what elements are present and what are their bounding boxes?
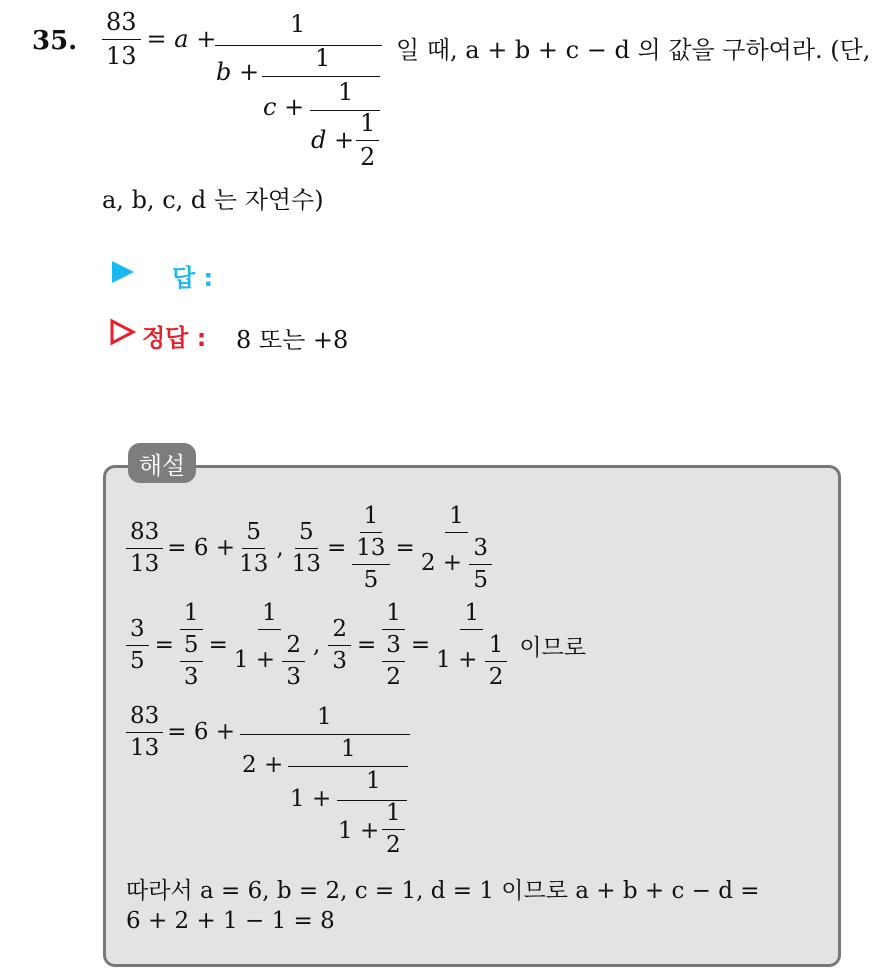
s3-bar-2 bbox=[288, 766, 408, 767]
s3-num-3: 1 bbox=[366, 768, 381, 794]
solution-line-1: $\frac{83}{13}$ = 6 + $\frac{5}{13}$ , $\frac{5}{13}$ = $\frac{1}{\frac{13}{5}}$ = 1 2 + $\frac{3}{5}$ bbox=[126, 503, 492, 593]
answer-arrow-icon bbox=[112, 261, 134, 283]
solution-line-3: $\frac{83}{13}$ = 6 + bbox=[126, 703, 239, 761]
cf-d-plus: d + bbox=[311, 126, 355, 154]
problem-number: 35. bbox=[32, 26, 78, 56]
cf-b-plus: b + bbox=[216, 58, 260, 86]
cf-numerator-2: 1 bbox=[315, 44, 331, 72]
cf-numerator-3: 1 bbox=[338, 78, 354, 106]
question-text-line2: a, b, c, d 는 자연수) bbox=[102, 186, 324, 214]
eq-a: = a + bbox=[146, 25, 217, 53]
solution-tag: 해설 bbox=[128, 443, 196, 483]
correct-answer-label: 정답 : bbox=[142, 324, 207, 352]
question-text: 일 때, a + b + c − d 의 값을 구하여라. (단, bbox=[396, 36, 871, 64]
correct-answer-value: 8 또는 +8 bbox=[236, 326, 349, 354]
cf-numerator-1: 1 bbox=[290, 10, 306, 38]
problem-equation bbox=[102, 8, 216, 70]
cf-bar-2 bbox=[262, 76, 380, 77]
solution-line-2: $\frac{3}{5}$ = $\frac{1}{\frac{5}{3}}$ = 1 1 + $\frac{2}{3}$ , $\frac{2}{3}$ = $\frac{1}{\frac{3}{2}}$ = 1 1 + $\frac{1}{2}$ 이므로 bbox=[126, 600, 586, 690]
s3-num-2: 1 bbox=[341, 736, 356, 762]
solution-conclusion: 따라서 a = 6, b = 2, c = 1, d = 1 이므로 a + b + c − d = bbox=[126, 878, 760, 904]
fraction-83-13: $\frac{83}{13}$ bbox=[102, 8, 141, 70]
s3-1-plus: 1 + bbox=[290, 786, 332, 812]
s3-num-1: 1 bbox=[317, 704, 332, 730]
s3-half: $\frac{1}{2}$ bbox=[382, 800, 405, 858]
answer-label: 답 : bbox=[172, 264, 214, 292]
cf-bar-1 bbox=[215, 45, 382, 46]
fraction-1-2: $\frac{1}{2}$ bbox=[356, 109, 379, 171]
cf-c-plus: c + bbox=[263, 93, 305, 121]
s3-2-plus: 2 + bbox=[242, 752, 284, 778]
solution-final: 6 + 2 + 1 − 1 = 8 bbox=[126, 908, 335, 934]
correct-arrow-icon bbox=[110, 318, 136, 346]
s3-bar-1 bbox=[240, 734, 410, 735]
s3-1-plus-2: 1 + bbox=[338, 818, 380, 844]
